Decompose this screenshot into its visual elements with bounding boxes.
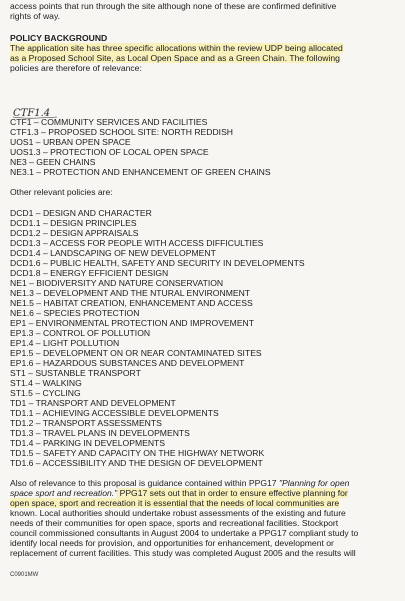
policy-item: EP1.3 – CONTROL OF POLLUTION [10,328,151,338]
highlighted-text: The application site has three specific allocations within the review UDP being allocated [10,43,343,53]
policy-item: UOS1.3 – PROTECTION OF LOCAL OPEN SPACE [10,147,209,157]
policy-item: TD1.4 – PARKING IN DEVELOPMENTS [10,438,166,448]
paragraph-line: replacement of current facilities. This study was completed August 2005 and the results will [10,548,356,558]
policy-item: NE1.6 – SPECIES PROTECTION [10,308,140,318]
policy-item: NE3.1 – PROTECTION AND ENHANCEMENT OF GREEN CHAINS [10,167,271,177]
policy-item: DCD1.1 – DESIGN PRINCIPLES [10,218,137,228]
intro-line: rights of way. [10,11,60,21]
policy-item: TD1.5 – SAFETY AND CAPACITY ON THE HIGHWAY NETWORK [10,448,265,458]
text-run: Also of relevance to this proposal is guidance contained within PPG17 [10,478,279,488]
highlighted-text: as a Proposed School Site, as Local Open Space and as a Green Chain. The following [10,53,340,63]
section-heading: POLICY BACKGROUND [10,33,108,43]
paragraph-line: identify local needs for provision, and opportunities for enhancement, development or [10,538,334,548]
policy-item: CTF1.3 – PROPOSED SCHOOL SITE: NORTH REDDISH [10,127,234,137]
policy-item: DCD1.2 – DESIGN APPRAISALS [10,228,139,238]
paragraph-line: known. Local authorities should undertake robust assessments of the existing and future [10,508,346,518]
policy-item: EP1.6 – HAZARDOUS SUBSTANCES AND DEVELOPMENT [10,358,245,368]
paragraph-line [10,43,343,53]
handwritten-note: CTF1.4 [13,108,51,119]
policy-item: DCD1.6 – PUBLIC HEALTH, SAFETY AND SECURITY IN DEVELOPMENTS [10,258,305,268]
policy-item: CTF1 – COMMUNITY SERVICES AND FACILITIES [10,117,208,127]
document-title-italic: "Planning for open [278,478,350,488]
paragraph-line [10,478,349,488]
policy-item: NE3 – GEEN CHAINS [10,157,96,167]
policy-item: EP1.4 – LIGHT POLLUTION [10,338,120,348]
policy-item: ST1 – SUSTANBLE TRANSPORT [10,368,141,378]
intro-line: access points that run through the site although none of these are confirmed definitive [10,1,337,11]
policy-item: NE1 – BIODIVERSITY AND NATURE CONSERVATION [10,278,224,288]
policy-item: EP1.5 – DEVELOPMENT ON OR NEAR CONTAMINATED SITES [10,348,262,358]
policy-item: DCD1.8 – ENERGY EFFICIENT DESIGN [10,268,169,278]
policy-item: ST1.5 – CYCLING [10,388,81,398]
policy-item: NE1.5 – HABITAT CREATION, ENHANCEMENT AND ACCESS [10,298,253,308]
paragraph-line [10,53,340,63]
paragraph-line [10,488,348,498]
document-title-italic: space sport and recreation." [10,488,118,498]
policy-item: DCD1 – DESIGN AND CHARACTER [10,208,152,218]
paragraph-line: council commissioned consultants in August 2004 to undertake a PPG17 compliant study to [10,528,359,538]
policy-item: TD1.3 – TRAVEL PLANS IN DEVELOPMENTS [10,428,190,438]
highlighted-text: open space, sport and recreation it is essential that the needs of local communities are [10,498,340,508]
policy-item: TD1.2 – TRANSPORT ASSESSMENTS [10,418,162,428]
policy-item: TD1.6 – ACCESSIBILITY AND THE DESIGN OF DEVELOPMENT [10,458,263,468]
paragraph-line: needs of their communities for open space, sports and recreational facilities. Stockport [10,518,339,528]
policy-item: ST1.4 – WALKING [10,378,82,388]
policy-item: DCD1.3 – ACCESS FOR PEOPLE WITH ACCESS DIFFICULTIES [10,238,264,248]
other-policies-heading: Other relevant policies are: [10,187,113,197]
policy-item: NE1.3 – DEVELOPMENT AND THE NTURAL ENVIRONMENT [10,288,251,298]
paragraph-line: policies are therefore of relevance: [10,63,142,73]
policy-item: DCD1.4 – LANDSCAPING OF NEW DEVELOPMENT [10,248,216,258]
policy-item: EP1 – ENVIRONMENTAL PROTECTION AND IMPROVEMENT [10,318,255,328]
policy-item: UOS1 – URBAN OPEN SPACE [10,137,131,147]
document-reference-code: C0901MW [10,572,39,578]
paragraph-line [10,498,339,508]
policy-item: TD1 – TRANSPORT AND DEVELOPMENT [10,398,176,408]
highlighted-text: PPG17 sets out that in order to ensure effective planning for [117,488,348,498]
policy-item: TD1.1 – ACHIEVING ACCESSIBLE DEVELOPMENTS [10,408,219,418]
